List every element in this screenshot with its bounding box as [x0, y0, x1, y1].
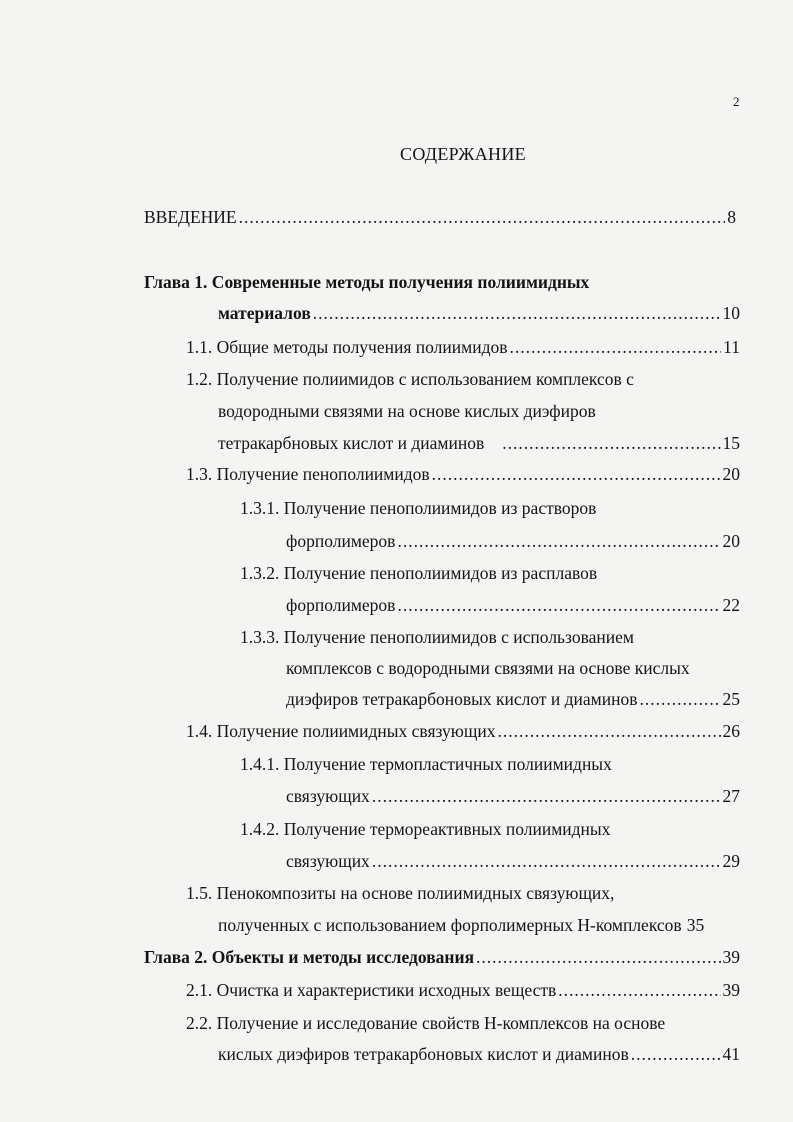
- toc-entry-label: 1.3. Получение пенополиимидов: [186, 464, 430, 484]
- toc-entry-label: форполимеров: [286, 595, 396, 615]
- toc-page-number: 27: [722, 786, 740, 806]
- leader-dots: [631, 1043, 721, 1065]
- toc-page-number: 39: [722, 947, 740, 967]
- leader-dots: [372, 785, 721, 807]
- toc-entry-2-2-line2: [218, 1043, 740, 1065]
- toc-entry-1-3-3-line1: 1.3.3. Получение пенополиимидов с использованием: [240, 627, 634, 647]
- toc-page-number: 8: [727, 207, 736, 227]
- toc-entry-label: Глава 2. Объекты и методы исследования: [144, 947, 475, 967]
- toc-page-number: 20: [722, 464, 740, 484]
- toc-entry-1-3-3-line2: комплексов с водородными связями на основе кислых: [286, 658, 690, 678]
- toc-entry-1-3: [186, 463, 740, 485]
- toc-entry-label: диэфиров тетракарбоновых кислот и диаминов: [286, 689, 638, 709]
- toc-page-number: 25: [722, 689, 740, 709]
- toc-entry-1-1: [186, 336, 740, 358]
- toc-page-number: 20: [722, 531, 740, 551]
- toc-entry-intro: [144, 206, 736, 228]
- toc-page-number: 15: [722, 433, 740, 453]
- toc-page-number: 39: [722, 980, 740, 1000]
- leader-dots: [502, 432, 720, 454]
- toc-entry-1-4-1-line2: [286, 785, 740, 807]
- toc-entry-label: форполимеров: [286, 531, 396, 551]
- leader-dots: [397, 530, 720, 552]
- toc-entry-1-2-line2: водородными связями на основе кислых диэфиров: [218, 401, 596, 421]
- toc-entry-1-3-1-line1: 1.3.1. Получение пенополиимидов из растворов: [240, 498, 597, 518]
- page-number: 2: [733, 94, 740, 109]
- leader-dots: [239, 206, 726, 228]
- toc-entry-2-1: [186, 979, 740, 1001]
- toc-page-number: 11: [723, 337, 740, 357]
- toc-entry-2-2-line1: 2.2. Получение и исследование свойств Н-комплексов на основе: [186, 1013, 666, 1033]
- leader-dots: [510, 336, 722, 358]
- leader-dots: [497, 720, 720, 742]
- toc-entry-1-3-1-line2: [286, 530, 740, 552]
- toc-entry-label: полученных с использованием форполимерных Н-комплексов: [218, 915, 682, 935]
- toc-entry-1-4-2-line1: 1.4.2. Получение термореактивных полиимидных: [240, 819, 611, 839]
- toc-entry-1-5-line1: 1.5. Пенокомпозиты на основе полиимидных связующих,: [186, 883, 615, 903]
- toc-page-number: 10: [722, 303, 740, 323]
- chapter-2-title: [144, 946, 740, 968]
- toc-entry-label: 2.1. Очистка и характеристики исходных веществ: [186, 980, 557, 1000]
- toc-page-number: 41: [722, 1044, 740, 1064]
- toc-title: СОДЕРЖАНИЕ: [400, 144, 526, 164]
- toc-entry-label: 1.4. Получение полиимидных связующих: [186, 721, 496, 741]
- toc-entry-label: связующих: [286, 786, 370, 806]
- toc-entry-label: тетракарбновых кислот и диаминов: [218, 433, 485, 453]
- leader-dots: [558, 979, 720, 1001]
- toc-entry-1-4-2-line2: [286, 850, 740, 872]
- toc-entry-label: материалов: [218, 303, 311, 323]
- toc-page-number: 22: [722, 595, 740, 615]
- toc-entry-label: ВВЕДЕНИЕ: [144, 207, 237, 227]
- toc-entry-1-3-3-line3: [286, 688, 740, 710]
- toc-entry-label: кислых диэфиров тетракарбоновых кислот и диаминов: [218, 1044, 629, 1064]
- toc-entry-1-4: [186, 720, 740, 742]
- leader-dots: [432, 463, 721, 485]
- leader-dots: [397, 594, 720, 616]
- toc-entry-1-4-1-line1: 1.4.1. Получение термопластичных полиимидных: [240, 754, 612, 774]
- toc-page-number: 26: [722, 721, 740, 741]
- chapter-1-title-cont: [218, 302, 740, 324]
- leader-dots: [640, 688, 721, 710]
- toc-entry-1-3-2-line2: [286, 594, 740, 616]
- toc-entry-1-3-2-line1: 1.3.2. Получение пенополиимидов из расплавов: [240, 563, 598, 583]
- toc-entry-1-5-line2: [218, 914, 740, 936]
- toc-entry-label: связующих: [286, 851, 370, 871]
- leader-dots: [372, 850, 721, 872]
- leader-dots: [476, 946, 720, 968]
- toc-entry-1-2-line1: 1.2. Получение полиимидов с использованием комплексов с: [186, 369, 634, 389]
- toc-entry-1-2-line3: [218, 432, 740, 454]
- chapter-1-title: Глава 1. Современные методы получения полиимидных: [144, 272, 590, 292]
- toc-page-number: 29: [722, 851, 740, 871]
- toc-page-number: 35: [686, 915, 705, 935]
- leader-dots: [313, 302, 721, 324]
- toc-entry-label: 1.1. Общие методы получения полиимидов: [186, 337, 508, 357]
